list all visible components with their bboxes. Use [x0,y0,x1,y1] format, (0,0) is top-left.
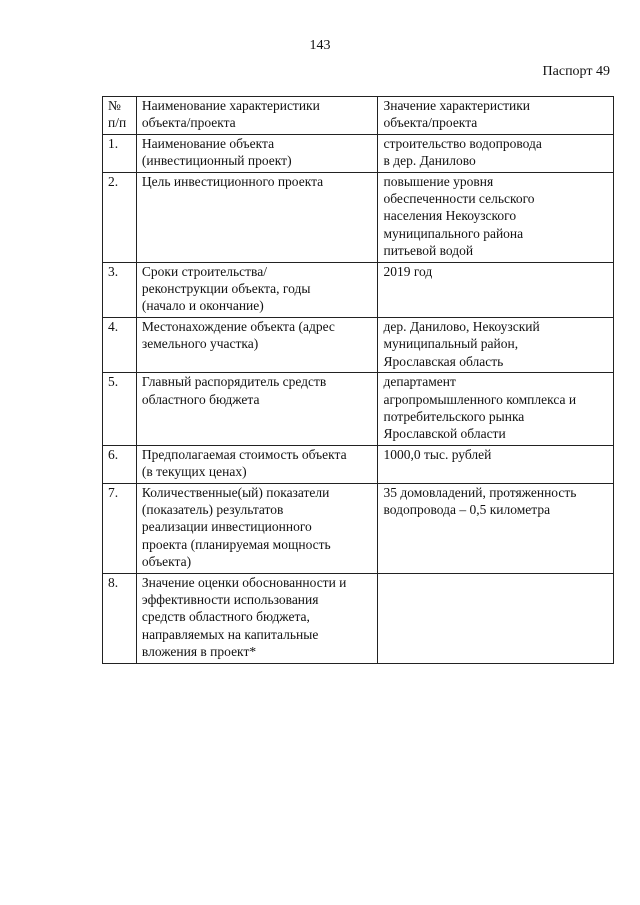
cell-line: Ярославской области [383,426,506,442]
header-value [378,97,614,135]
characteristic-value [378,483,614,573]
characteristic-value [378,373,614,446]
header-line: Наименование характеристики [141,98,320,113]
cell-line: строительство водопровода [383,135,542,151]
header-line: № [108,98,121,113]
characteristic-value [378,573,614,663]
cell-line: Значение оценки обоснованности и [141,574,347,590]
passport-label: Паспорт 49 [542,64,610,79]
cell-line: повышение уровня [383,173,494,189]
cell-line: дер. Данилово, Некоузский [383,318,540,334]
cell-line: потребительского рынка [383,408,525,424]
table-row [103,573,614,663]
cell-line: агропромышленного комплекса и [383,391,577,407]
table-row [103,262,614,317]
cell-line: 35 домовладений, протяженность [383,484,577,500]
header-line: п/п [108,115,127,131]
cell-line: Местонахождение объекта (адрес [141,318,335,334]
cell-line: реализации инвестиционного [141,519,312,535]
table-row [103,373,614,446]
cell-line: муниципального района [383,225,524,241]
row-number: 3. [103,262,137,317]
characteristic-name [136,483,378,573]
table-row [103,172,614,262]
characteristic-name [136,373,378,446]
cell-line: Ярославская область [383,353,504,369]
table-row [103,483,614,573]
characteristic-value [378,317,614,372]
cell-line: направляемых на капитальные [141,626,319,642]
cell-line: (инвестиционный проект) [141,153,292,169]
cell-line: (начало и окончание) [141,298,264,314]
cell-line: обеспеченности сельского [383,191,535,207]
cell-line: Предполагаемая стоимость объекта [141,446,347,462]
table-body [103,134,614,663]
row-number: 4. [103,317,137,372]
characteristic-value [378,262,614,317]
table-row [103,134,614,172]
table-row [103,445,614,483]
characteristic-name [136,172,378,262]
header-line: объекта/проекта [383,115,478,131]
cell-line: Наименование объекта [141,135,275,151]
row-number: 2. [103,172,137,262]
header-line: Значение характеристики [383,98,530,113]
table-header-row [103,97,614,135]
cell-line: Главный распорядитель средств [141,374,327,390]
cell-line: населения Некоузского [383,208,517,224]
cell-line: 1000,0 тыс. рублей [383,446,492,462]
characteristic-value [378,134,614,172]
cell-line: Сроки строительства/ [141,263,267,279]
cell-line: объекта) [141,554,192,570]
characteristic-name [136,445,378,483]
cell-line: муниципальный район, [383,336,519,352]
row-number: 7. [103,483,137,573]
cell-line: проекта (планируемая мощность [141,536,331,552]
cell-line: эффективности использования [141,591,319,607]
characteristic-name [136,317,378,372]
cell-line: в дер. Данилово [383,153,476,169]
passport-table [102,96,614,664]
cell-line: питьевой водой [383,243,474,259]
characteristic-value [378,445,614,483]
row-number: 8. [103,573,137,663]
row-number: 5. [103,373,137,446]
cell-line: средств областного бюджета, [141,609,310,625]
cell-line: Цель инвестиционного проекта [141,173,324,189]
header-line: объекта/проекта [141,115,236,131]
characteristic-name [136,134,378,172]
header-name [136,97,378,135]
cell-line: 2019 год [383,263,433,279]
cell-line: реконструкции объекта, годы [141,281,311,297]
page-number: 143 [309,38,331,53]
cell-line: (в текущих ценах) [141,464,247,480]
cell-line: областного бюджета [141,391,260,407]
characteristic-value [378,172,614,262]
cell-line: департамент [383,374,456,390]
characteristic-name [136,573,378,663]
cell-line: водопровода – 0,5 километра [383,501,551,517]
cell-line: вложения в проект* [141,644,257,660]
table-row [103,317,614,372]
cell-line: земельного участка) [141,336,259,352]
characteristic-name [136,262,378,317]
cell-line: Количественные(ый) показатели [141,484,330,500]
header-num [103,97,137,135]
row-number: 6. [103,445,137,483]
row-number: 1. [103,134,137,172]
cell-line: (показатель) результатов [141,501,284,517]
